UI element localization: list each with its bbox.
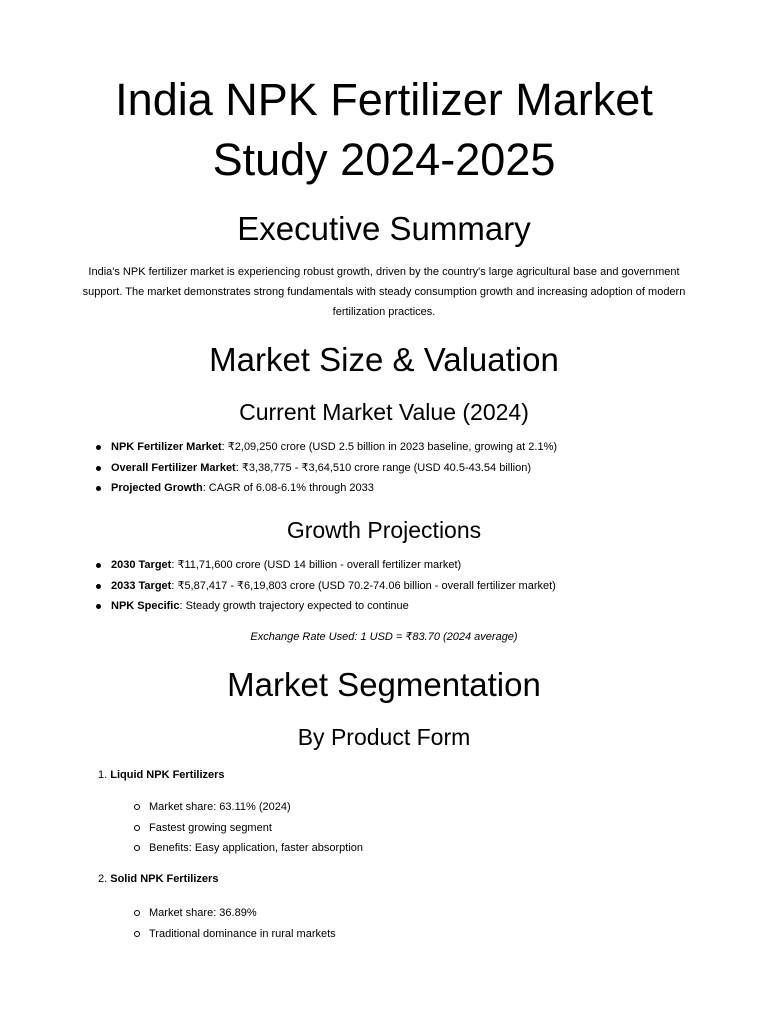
market-segmentation-heading: Market Segmentation <box>227 666 541 703</box>
ordered-list-item <box>98 767 225 783</box>
ordered-list-item <box>98 871 218 887</box>
item-text: : ₹3,38,775 - ₹3,64,510 crore range (USD 40.5-43.54 billion) <box>235 461 532 474</box>
item-label: NPK Specific <box>111 600 180 612</box>
item-text: : ₹2,09,250 crore (USD 2.5 billion in 2023 baseline, growing at 2.1%) <box>221 441 558 453</box>
item-label: Solid NPK Fertilizers <box>110 873 219 885</box>
executive-summary-text: India's NPK fertilizer market is experiencing robust growth, driven by the country's large agricultural base and government support. The market demonstrates strong fundamentals with steady consumption growth and increasing adoption of modern fertilization practices. <box>82 266 686 318</box>
liquid-npk-points <box>134 797 734 859</box>
item-text: : CAGR of 6.08-6.1% through 2033 <box>202 482 374 494</box>
list-item <box>96 478 736 499</box>
item-label: 2033 Target <box>111 579 172 592</box>
by-product-form-heading: By Product Form <box>297 724 471 750</box>
item-number: 1. <box>98 769 108 781</box>
list-item <box>96 576 736 597</box>
current-market-value-list <box>96 437 736 499</box>
list-item: Market share: 36.89% <box>134 903 734 924</box>
item-label: 2030 Target <box>111 559 172 571</box>
executive-summary-heading: Executive Summary <box>237 210 531 247</box>
page-title: India NPK Fertilizer Market Study 2024-2025 <box>115 74 653 185</box>
list-item: Traditional dominance in rural markets <box>134 924 734 945</box>
market-size-heading: Market Size & Valuation <box>209 341 559 378</box>
current-market-value-heading: Current Market Value (2024) <box>239 399 529 425</box>
list-item: Market share: 63.11% (2024) <box>134 797 734 818</box>
list-item <box>96 555 736 576</box>
item-text: : Steady growth trajectory expected to continue <box>179 600 409 612</box>
item-text: : ₹11,71,600 crore (USD 14 billion - overall fertilizer market) <box>171 559 462 571</box>
growth-projections-heading: Growth Projections <box>286 517 482 543</box>
list-item: Benefits: Easy application, faster absorption <box>134 838 734 859</box>
solid-npk-points <box>134 903 734 944</box>
exchange-rate-note: Exchange Rate Used: 1 USD = ₹83.70 (2024 average) <box>250 631 518 643</box>
item-label: Projected Growth <box>111 482 203 494</box>
item-number: 2. <box>98 873 108 885</box>
item-label: Overall Fertilizer Market <box>111 461 236 474</box>
list-item <box>96 458 736 479</box>
list-item <box>96 596 736 617</box>
list-item: Fastest growing segment <box>134 818 734 839</box>
list-item <box>96 437 736 458</box>
growth-projections-list <box>96 555 736 617</box>
item-label: NPK Fertilizer Market <box>111 441 222 453</box>
item-label: Liquid NPK Fertilizers <box>110 769 225 781</box>
item-text: : ₹5,87,417 - ₹6,19,803 crore (USD 70.2-74.06 billion - overall fertilizer market) <box>171 579 556 592</box>
